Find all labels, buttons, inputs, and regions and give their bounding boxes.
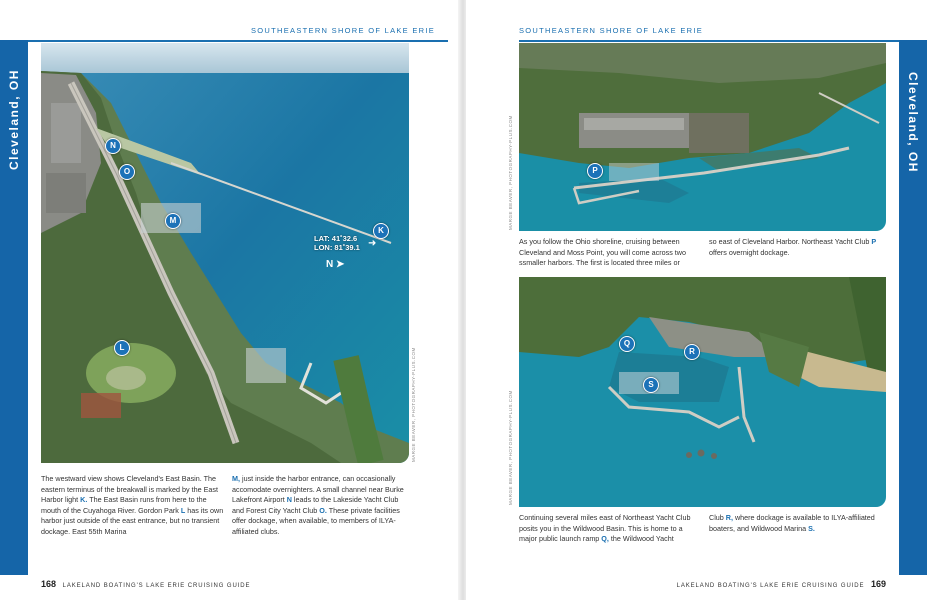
section-tab-right [899, 40, 927, 575]
map-marker-q: Q [619, 336, 635, 352]
page-number-left: 168 [41, 579, 57, 589]
marker-ref-n: N [286, 495, 292, 505]
marker-ref-l: L [180, 505, 186, 515]
top-body-column-2 [709, 237, 887, 258]
aerial-photo-east-basin [41, 43, 409, 463]
text-run: The East Basin runs from here to the mouth of the Cuyahoga River. Gordon Park [41, 495, 207, 515]
folio-right [677, 579, 886, 589]
aerial-photo-bottom-art [519, 277, 886, 507]
aerial-photo-northeast-yacht-club [519, 43, 886, 231]
arrow-right-icon: ➜ [368, 238, 377, 249]
text-run: just inside the harbor entrance, can occasionally accomodate overnighters. A small channel near Burke Lakefront Airport [232, 474, 404, 505]
text-run: has its own harbor just outside of the east entrance, but no transient dockage. East 55th Marina [41, 505, 224, 536]
longitude: LON: 81˚39.1 [314, 243, 360, 252]
text-run: The westward view shows Cleveland's East Basin. The eastern terminus of the breakwall is marked by the East Harbor light [41, 474, 218, 505]
left-page [0, 0, 461, 600]
bottom-body-column-2 [709, 513, 887, 534]
marker-ref-o: O. [319, 505, 327, 515]
running-head-left: SOUTHEASTERN SHORE OF LAKE ERIE [251, 26, 436, 35]
header-rule-left [28, 40, 448, 42]
folio-title-right: LAKELAND BOATING'S LAKE ERIE CRUISING GUIDE [676, 583, 865, 589]
text-run: so east of Cleveland Harbor. Northeast Yacht Club [709, 237, 872, 246]
top-body-column-1 [519, 237, 697, 269]
marker-ref-r: R, [725, 513, 733, 522]
bottom-body-column-1 [519, 513, 697, 545]
map-marker-n: N [105, 138, 121, 154]
marker-ref-k: K. [80, 495, 88, 505]
photo-credit-right-top: MARGE BEAVER, PHOTOGRAPHY-PLUS.COM [508, 115, 513, 230]
north-indicator [326, 259, 344, 270]
map-marker-m: M [165, 213, 181, 229]
aerial-photo-east-basin-art [41, 43, 409, 463]
header-rule-right [519, 40, 899, 42]
map-marker-p: P [587, 163, 603, 179]
map-marker-s: S [643, 377, 659, 393]
text-run: leads to the Lakeside Yacht Club and Forest City Yacht Club [232, 495, 399, 515]
north-arrow-icon: ➤ [336, 259, 345, 270]
body-column-1 [41, 474, 224, 538]
map-marker-o: O [119, 164, 135, 180]
marker-ref-s: S. [808, 523, 815, 533]
page-number-right: 169 [870, 579, 886, 589]
text-run: Continuing several miles east of Northeast Yacht Club posits you in the Wildwood Basin. This is home to a major public launch ramp [519, 513, 691, 544]
north-label: N [326, 259, 334, 270]
marker-ref-m: M, [232, 474, 240, 483]
body-column-2 [232, 474, 412, 538]
folio-title-left: LAKELAND BOATING'S LAKE ERIE CRUISING GUIDE [62, 583, 251, 589]
section-tab-label-left: Cleveland, OH [7, 69, 21, 170]
text-run: offers overnight dockage. [709, 247, 790, 257]
coordinates-label [314, 234, 360, 252]
photo-credit-right-bottom: MARGE BEAVER, PHOTOGRAPHY-PLUS.COM [508, 390, 513, 505]
map-marker-l: L [114, 340, 130, 356]
aerial-photo-wildwood-basin [519, 277, 886, 507]
text-run: the Wildwood Yacht [608, 534, 674, 544]
marker-ref-p: P [871, 237, 877, 246]
photo-credit-left: MARGE BEAVER, PHOTOGRAPHY-PLUS.COM [411, 347, 416, 462]
aerial-photo-top-art [519, 43, 886, 231]
text-run: Club [709, 513, 726, 522]
latitude: LAT: 41˚32.6 [314, 234, 358, 243]
map-marker-k: K [373, 223, 389, 239]
text-run: As you follow the Ohio shoreline, cruising between Cleveland and Moss Point, you will come across two ssmaller harbors. The first is located three miles or [519, 237, 686, 268]
right-page [466, 0, 927, 600]
section-tab-label-right: Cleveland, OH [906, 72, 920, 173]
text-run: These private facilities offer dockage, when available, to members of ILYA-affiliated clubs. [232, 505, 400, 536]
folio-left [41, 579, 250, 589]
marker-ref-q: Q, [601, 534, 609, 544]
map-marker-r: R [684, 344, 700, 360]
section-tab-left [0, 40, 28, 575]
text-run: where dockage is available to ILYA-affiliated boaters, and Wildwood Marina [709, 513, 875, 533]
running-head-right: SOUTHEASTERN SHORE OF LAKE ERIE [519, 26, 704, 35]
